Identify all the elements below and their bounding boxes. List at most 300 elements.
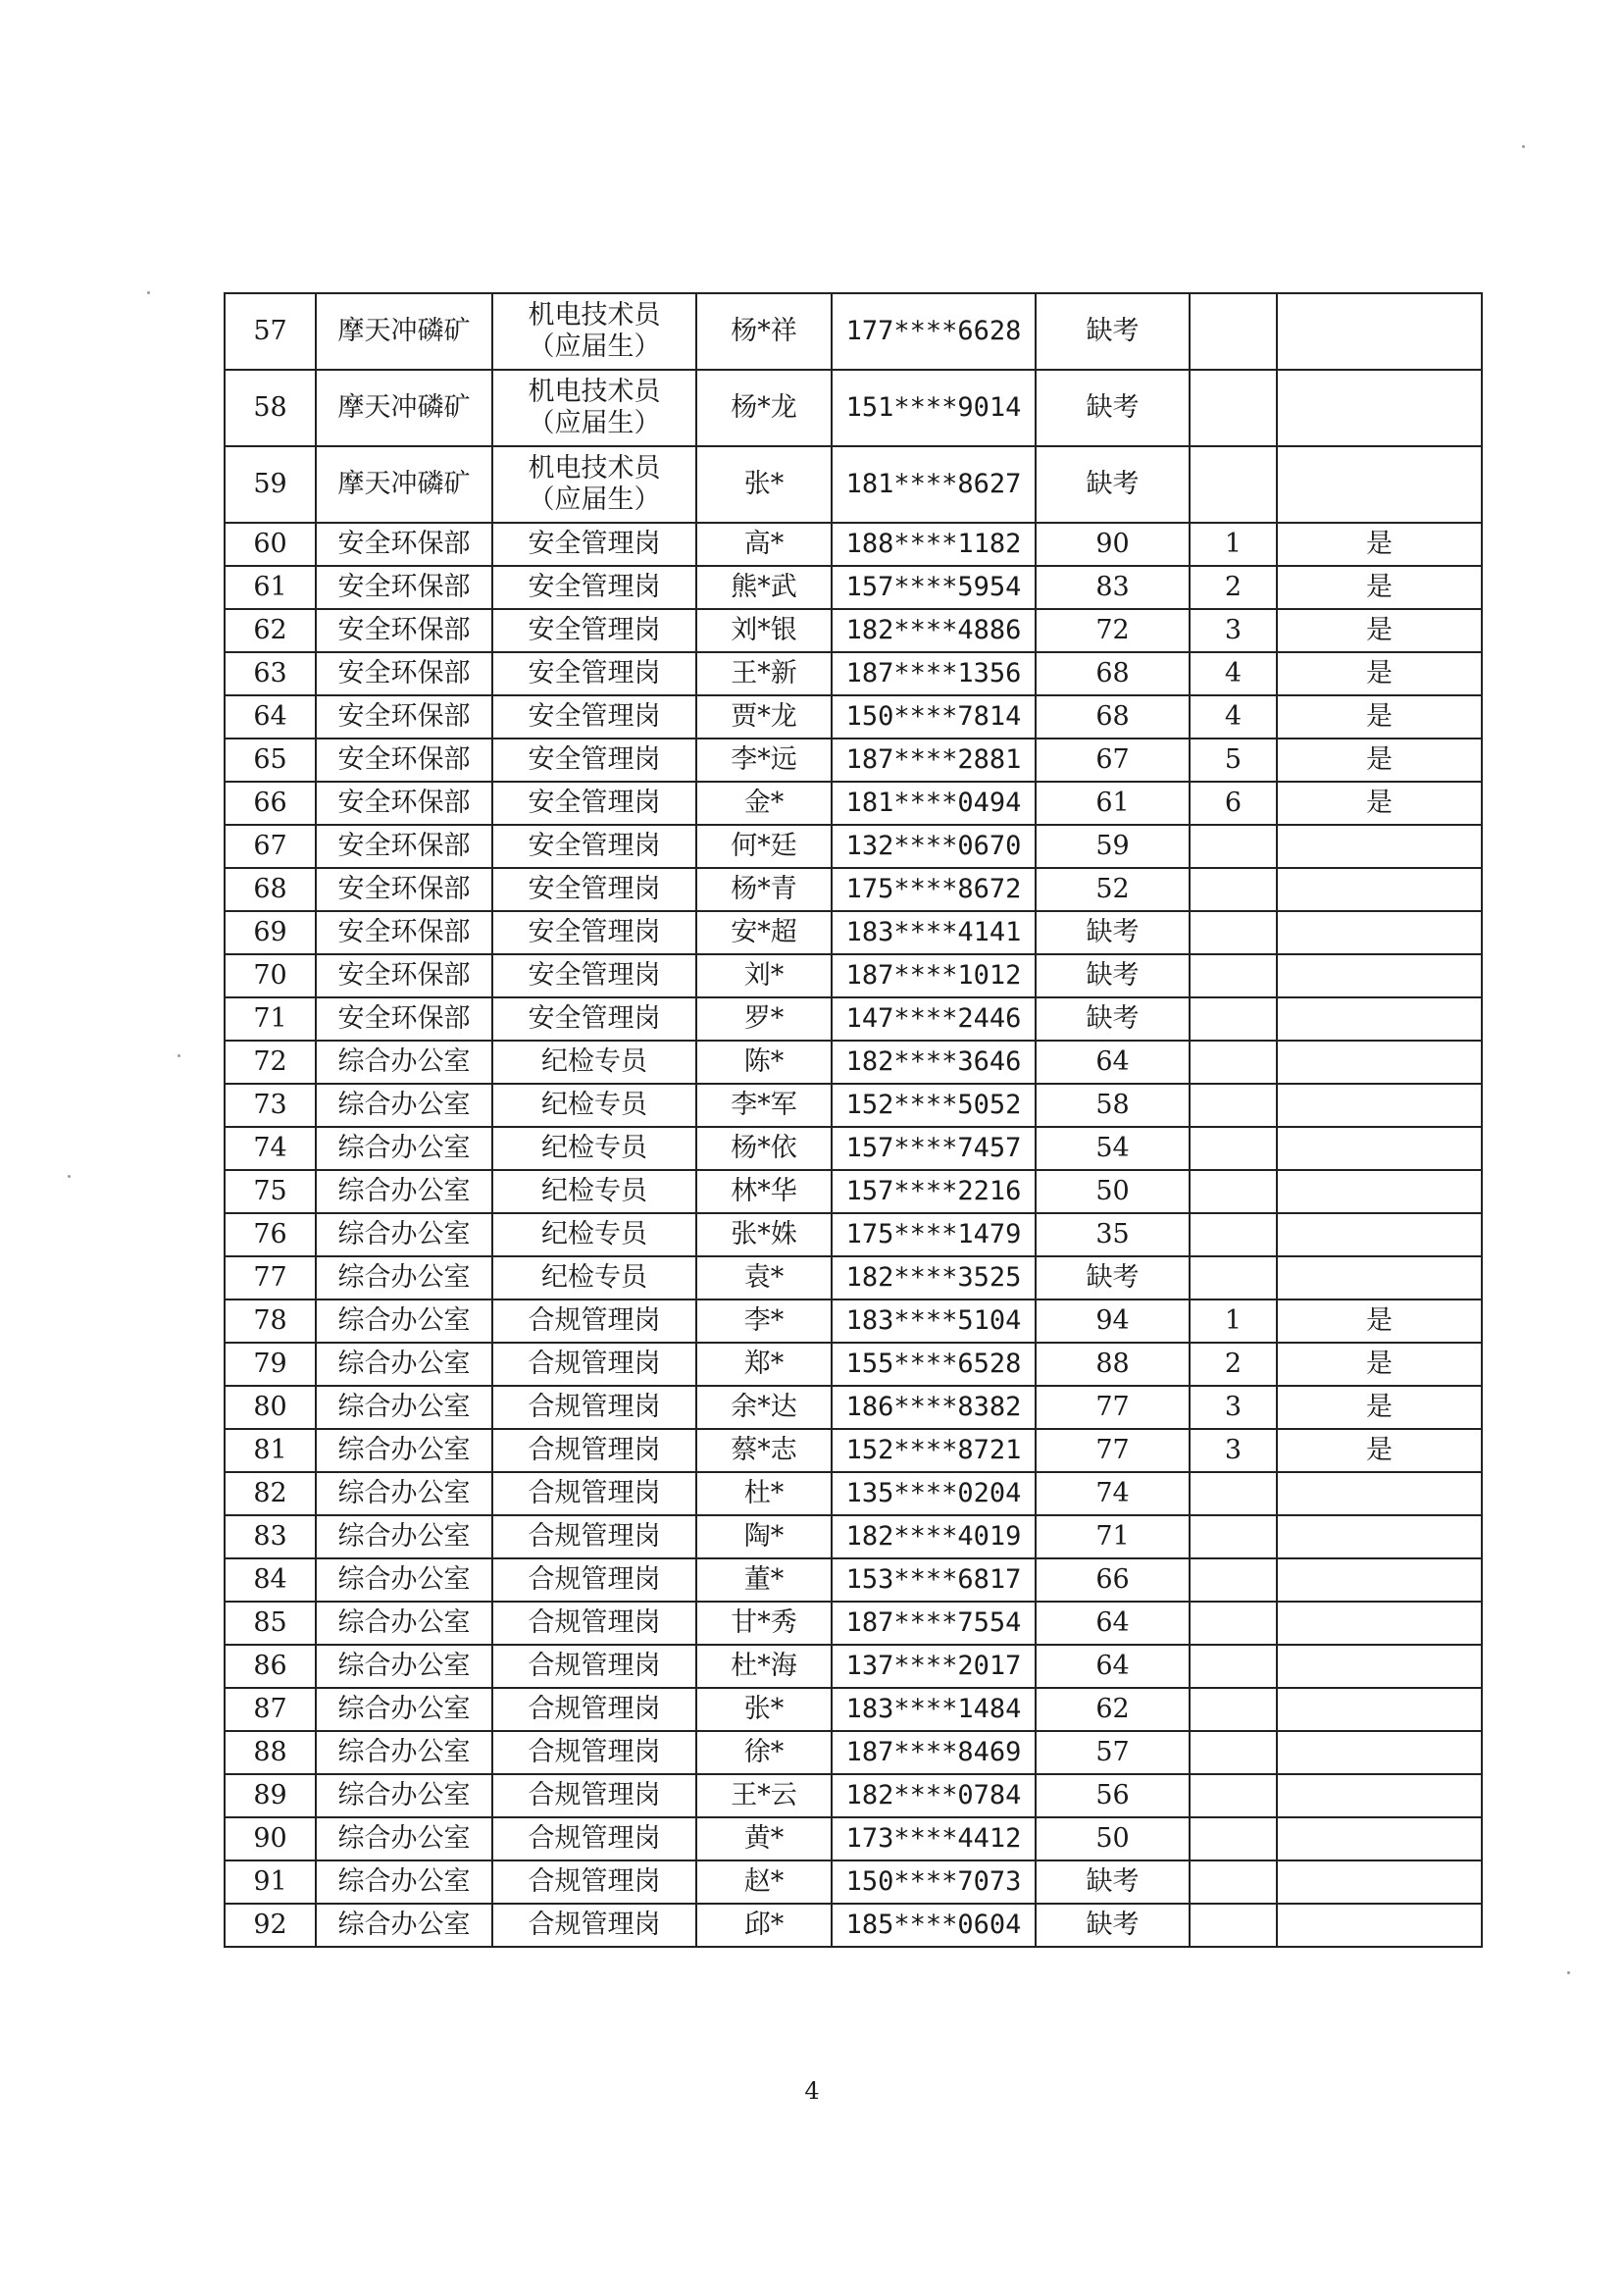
cell-position <box>492 868 696 911</box>
cell-phone: 186****8382 <box>832 1386 1036 1429</box>
cell-unit: 综合办公室 <box>316 1515 492 1558</box>
cell-unit: 综合办公室 <box>316 1688 492 1731</box>
cell-name: 杨*依 <box>696 1127 832 1170</box>
cell-rank <box>1190 868 1277 911</box>
cell-rank <box>1190 1645 1277 1688</box>
cell-phone: 157****5954 <box>832 566 1036 609</box>
table-row <box>225 1041 1482 1084</box>
cell-qualified <box>1277 1084 1482 1127</box>
cell-seq-no: 65 <box>225 739 316 782</box>
cell-score: 83 <box>1036 566 1190 609</box>
cell-phone: 175****8672 <box>832 868 1036 911</box>
cell-qualified <box>1277 446 1482 523</box>
table-row <box>225 652 1482 695</box>
table-row <box>225 1299 1482 1343</box>
cell-seq-no: 73 <box>225 1084 316 1127</box>
position-line: 合规管理岗 <box>528 1348 661 1379</box>
cell-unit: 综合办公室 <box>316 1645 492 1688</box>
cell-unit: 安全环保部 <box>316 825 492 868</box>
cell-qualified <box>1277 1817 1482 1860</box>
table-row <box>225 1429 1482 1472</box>
cell-position <box>492 1817 696 1860</box>
position-line: 合规管理岗 <box>528 1779 661 1810</box>
cell-position <box>492 1602 696 1645</box>
cell-phone: 175****1479 <box>832 1213 1036 1256</box>
table-row <box>225 1817 1482 1860</box>
cell-name: 张*姝 <box>696 1213 832 1256</box>
cell-name: 余*达 <box>696 1386 832 1429</box>
cell-qualified <box>1277 1904 1482 1947</box>
scan-speck <box>68 1175 71 1178</box>
cell-name: 邱* <box>696 1904 832 1947</box>
cell-qualified: 是 <box>1277 609 1482 652</box>
cell-seq-no: 85 <box>225 1602 316 1645</box>
cell-score: 64 <box>1036 1041 1190 1084</box>
position-line: 纪检专员 <box>541 1089 647 1120</box>
cell-seq-no: 64 <box>225 695 316 739</box>
cell-seq-no: 66 <box>225 782 316 825</box>
cell-unit: 综合办公室 <box>316 1084 492 1127</box>
cell-position <box>492 1386 696 1429</box>
table-row <box>225 609 1482 652</box>
position-line: 纪检专员 <box>541 1045 647 1077</box>
cell-seq-no: 88 <box>225 1731 316 1774</box>
cell-position <box>492 1645 696 1688</box>
cell-qualified: 是 <box>1277 523 1482 566</box>
position-line: 合规管理岗 <box>528 1563 661 1595</box>
cell-name: 何*廷 <box>696 825 832 868</box>
cell-seq-no: 59 <box>225 446 316 523</box>
position-line: （应届生） <box>528 484 661 515</box>
cell-position <box>492 911 696 954</box>
cell-score: 缺考 <box>1036 446 1190 523</box>
cell-qualified: 是 <box>1277 1429 1482 1472</box>
cell-qualified <box>1277 1774 1482 1817</box>
cell-name: 蔡*志 <box>696 1429 832 1472</box>
cell-position <box>492 652 696 695</box>
cell-rank <box>1190 1731 1277 1774</box>
cell-unit: 综合办公室 <box>316 1602 492 1645</box>
cell-qualified <box>1277 954 1482 997</box>
cell-qualified <box>1277 1041 1482 1084</box>
cell-name: 杨*祥 <box>696 293 832 370</box>
cell-score: 56 <box>1036 1774 1190 1817</box>
cell-rank <box>1190 1904 1277 1947</box>
cell-score: 59 <box>1036 825 1190 868</box>
cell-unit: 综合办公室 <box>316 1558 492 1602</box>
cell-seq-no: 62 <box>225 609 316 652</box>
cell-position <box>492 1170 696 1213</box>
cell-name: 郑* <box>696 1343 832 1386</box>
cell-rank <box>1190 911 1277 954</box>
cell-qualified <box>1277 1170 1482 1213</box>
cell-phone: 150****7814 <box>832 695 1036 739</box>
cell-seq-no: 84 <box>225 1558 316 1602</box>
table-row <box>225 1170 1482 1213</box>
cell-score: 57 <box>1036 1731 1190 1774</box>
cell-phone: 182****4019 <box>832 1515 1036 1558</box>
position-line: 安全管理岗 <box>528 787 661 818</box>
table-row <box>225 825 1482 868</box>
scan-speck <box>147 291 150 294</box>
cell-seq-no: 74 <box>225 1127 316 1170</box>
cell-name: 杜* <box>696 1472 832 1515</box>
cell-qualified <box>1277 1645 1482 1688</box>
cell-name: 杨*青 <box>696 868 832 911</box>
cell-name: 刘*银 <box>696 609 832 652</box>
position-line: 安全管理岗 <box>528 528 661 559</box>
cell-rank <box>1190 1084 1277 1127</box>
cell-unit: 安全环保部 <box>316 997 492 1041</box>
cell-position <box>492 695 696 739</box>
cell-position <box>492 446 696 523</box>
position-line: 纪检专员 <box>541 1218 647 1249</box>
cell-name: 赵* <box>696 1860 832 1904</box>
cell-rank: 4 <box>1190 695 1277 739</box>
cell-seq-no: 81 <box>225 1429 316 1472</box>
table-row <box>225 1774 1482 1817</box>
cell-position <box>492 1774 696 1817</box>
cell-position <box>492 293 696 370</box>
cell-unit: 安全环保部 <box>316 739 492 782</box>
cell-name: 徐* <box>696 1731 832 1774</box>
cell-rank <box>1190 997 1277 1041</box>
cell-position <box>492 1472 696 1515</box>
cell-score: 缺考 <box>1036 370 1190 446</box>
cell-qualified <box>1277 370 1482 446</box>
cell-phone: 187****1356 <box>832 652 1036 695</box>
cell-position <box>492 1860 696 1904</box>
position-line: 合规管理岗 <box>528 1606 661 1638</box>
table-row <box>225 1731 1482 1774</box>
scan-speck <box>1522 145 1525 148</box>
position-line: 合规管理岗 <box>528 1434 661 1465</box>
cell-rank <box>1190 370 1277 446</box>
cell-position <box>492 609 696 652</box>
cell-phone: 187****1012 <box>832 954 1036 997</box>
position-line: （应届生） <box>528 408 661 438</box>
cell-unit: 综合办公室 <box>316 1170 492 1213</box>
position-line: 安全管理岗 <box>528 614 661 645</box>
cell-phone: 135****0204 <box>832 1472 1036 1515</box>
cell-qualified: 是 <box>1277 652 1482 695</box>
position-line: 安全管理岗 <box>528 657 661 688</box>
cell-name: 张* <box>696 446 832 523</box>
cell-score: 缺考 <box>1036 1860 1190 1904</box>
cell-score: 67 <box>1036 739 1190 782</box>
cell-position <box>492 566 696 609</box>
cell-unit: 综合办公室 <box>316 1472 492 1515</box>
table-row <box>225 1688 1482 1731</box>
cell-name: 陶* <box>696 1515 832 1558</box>
cell-position <box>492 954 696 997</box>
position-line: 纪检专员 <box>541 1132 647 1163</box>
cell-phone: 188****1182 <box>832 523 1036 566</box>
table-row <box>225 370 1482 446</box>
table-row <box>225 997 1482 1041</box>
cell-position <box>492 1429 696 1472</box>
cell-position <box>492 1515 696 1558</box>
cell-name: 罗* <box>696 997 832 1041</box>
cell-phone: 182****4886 <box>832 609 1036 652</box>
cell-phone: 152****8721 <box>832 1429 1036 1472</box>
cell-qualified <box>1277 293 1482 370</box>
cell-score: 缺考 <box>1036 1904 1190 1947</box>
cell-phone: 177****6628 <box>832 293 1036 370</box>
cell-position <box>492 825 696 868</box>
cell-phone: 183****1484 <box>832 1688 1036 1731</box>
cell-qualified: 是 <box>1277 782 1482 825</box>
exam-results-body <box>225 293 1482 1947</box>
cell-name: 李*军 <box>696 1084 832 1127</box>
cell-qualified: 是 <box>1277 739 1482 782</box>
cell-score: 缺考 <box>1036 954 1190 997</box>
cell-name: 杨*龙 <box>696 370 832 446</box>
table-row <box>225 1860 1482 1904</box>
cell-rank <box>1190 1817 1277 1860</box>
cell-rank <box>1190 293 1277 370</box>
cell-score: 77 <box>1036 1386 1190 1429</box>
cell-rank: 2 <box>1190 566 1277 609</box>
cell-position <box>492 739 696 782</box>
cell-seq-no: 80 <box>225 1386 316 1429</box>
cell-unit: 综合办公室 <box>316 1731 492 1774</box>
table-row <box>225 523 1482 566</box>
cell-phone: 185****0604 <box>832 1904 1036 1947</box>
position-line: 合规管理岗 <box>528 1865 661 1897</box>
cell-rank <box>1190 1515 1277 1558</box>
cell-rank <box>1190 1170 1277 1213</box>
cell-score: 94 <box>1036 1299 1190 1343</box>
cell-unit: 综合办公室 <box>316 1299 492 1343</box>
position-line: 合规管理岗 <box>528 1520 661 1552</box>
cell-name: 张* <box>696 1688 832 1731</box>
cell-seq-no: 91 <box>225 1860 316 1904</box>
cell-name: 王*新 <box>696 652 832 695</box>
cell-position <box>492 1688 696 1731</box>
cell-unit: 安全环保部 <box>316 523 492 566</box>
cell-seq-no: 76 <box>225 1213 316 1256</box>
cell-position <box>492 1299 696 1343</box>
cell-rank: 2 <box>1190 1343 1277 1386</box>
table-row <box>225 1904 1482 1947</box>
cell-phone: 173****4412 <box>832 1817 1036 1860</box>
position-line: （应届生） <box>528 331 661 362</box>
cell-seq-no: 63 <box>225 652 316 695</box>
cell-position <box>492 1904 696 1947</box>
cell-score: 74 <box>1036 1472 1190 1515</box>
position-line: 安全管理岗 <box>528 830 661 861</box>
cell-phone: 150****7073 <box>832 1860 1036 1904</box>
cell-seq-no: 92 <box>225 1904 316 1947</box>
cell-score: 缺考 <box>1036 997 1190 1041</box>
cell-position <box>492 1256 696 1299</box>
cell-position <box>492 1213 696 1256</box>
table-row <box>225 739 1482 782</box>
cell-score: 35 <box>1036 1213 1190 1256</box>
cell-rank <box>1190 1558 1277 1602</box>
table-row <box>225 954 1482 997</box>
cell-position <box>492 523 696 566</box>
table-row <box>225 293 1482 370</box>
cell-name: 安*超 <box>696 911 832 954</box>
cell-seq-no: 70 <box>225 954 316 997</box>
cell-name: 陈* <box>696 1041 832 1084</box>
cell-phone: 157****7457 <box>832 1127 1036 1170</box>
position-line: 合规管理岗 <box>528 1693 661 1724</box>
cell-score: 68 <box>1036 695 1190 739</box>
cell-rank: 3 <box>1190 1429 1277 1472</box>
position-line: 安全管理岗 <box>528 916 661 947</box>
cell-unit: 综合办公室 <box>316 1817 492 1860</box>
position-line: 合规管理岗 <box>528 1391 661 1422</box>
cell-rank <box>1190 954 1277 997</box>
cell-rank: 3 <box>1190 1386 1277 1429</box>
cell-unit: 综合办公室 <box>316 1774 492 1817</box>
cell-name: 高* <box>696 523 832 566</box>
cell-name: 李*远 <box>696 739 832 782</box>
cell-rank: 4 <box>1190 652 1277 695</box>
cell-name: 董* <box>696 1558 832 1602</box>
cell-unit: 综合办公室 <box>316 1343 492 1386</box>
cell-score: 68 <box>1036 652 1190 695</box>
table-row <box>225 1558 1482 1602</box>
page-number: 4 <box>804 2077 820 2105</box>
cell-qualified <box>1277 1688 1482 1731</box>
cell-score: 61 <box>1036 782 1190 825</box>
position-line: 安全管理岗 <box>528 743 661 775</box>
cell-qualified: 是 <box>1277 1343 1482 1386</box>
cell-name: 黄* <box>696 1817 832 1860</box>
cell-seq-no: 61 <box>225 566 316 609</box>
table-row <box>225 782 1482 825</box>
cell-score: 64 <box>1036 1645 1190 1688</box>
cell-name: 袁* <box>696 1256 832 1299</box>
position-line: 合规管理岗 <box>528 1477 661 1508</box>
cell-phone: 181****8627 <box>832 446 1036 523</box>
cell-position <box>492 1084 696 1127</box>
table-row <box>225 1645 1482 1688</box>
cell-phone: 181****0494 <box>832 782 1036 825</box>
position-line: 合规管理岗 <box>528 1909 661 1940</box>
cell-position <box>492 1343 696 1386</box>
cell-seq-no: 67 <box>225 825 316 868</box>
cell-phone: 132****0670 <box>832 825 1036 868</box>
cell-unit: 综合办公室 <box>316 1429 492 1472</box>
cell-unit: 安全环保部 <box>316 868 492 911</box>
cell-unit: 安全环保部 <box>316 954 492 997</box>
cell-score: 62 <box>1036 1688 1190 1731</box>
table-row <box>225 695 1482 739</box>
cell-rank: 6 <box>1190 782 1277 825</box>
cell-seq-no: 82 <box>225 1472 316 1515</box>
cell-qualified <box>1277 1472 1482 1515</box>
cell-qualified <box>1277 825 1482 868</box>
cell-unit: 安全环保部 <box>316 782 492 825</box>
cell-rank: 1 <box>1190 523 1277 566</box>
scan-speck <box>178 1054 180 1057</box>
cell-unit: 综合办公室 <box>316 1860 492 1904</box>
cell-rank <box>1190 1213 1277 1256</box>
cell-score: 88 <box>1036 1343 1190 1386</box>
cell-rank <box>1190 1860 1277 1904</box>
table-row <box>225 1084 1482 1127</box>
cell-rank: 3 <box>1190 609 1277 652</box>
cell-seq-no: 89 <box>225 1774 316 1817</box>
cell-position <box>492 1127 696 1170</box>
cell-score: 缺考 <box>1036 911 1190 954</box>
table-row <box>225 1127 1482 1170</box>
table-row <box>225 1472 1482 1515</box>
scan-speck <box>1567 1971 1570 1974</box>
cell-phone: 183****5104 <box>832 1299 1036 1343</box>
cell-qualified: 是 <box>1277 1386 1482 1429</box>
cell-rank <box>1190 1256 1277 1299</box>
cell-seq-no: 57 <box>225 293 316 370</box>
cell-unit: 综合办公室 <box>316 1256 492 1299</box>
cell-seq-no: 68 <box>225 868 316 911</box>
cell-position <box>492 370 696 446</box>
cell-phone: 187****7554 <box>832 1602 1036 1645</box>
cell-rank <box>1190 1041 1277 1084</box>
cell-seq-no: 78 <box>225 1299 316 1343</box>
cell-score: 58 <box>1036 1084 1190 1127</box>
table-row <box>225 911 1482 954</box>
table-row <box>225 566 1482 609</box>
cell-unit: 安全环保部 <box>316 609 492 652</box>
cell-score: 54 <box>1036 1127 1190 1170</box>
cell-phone: 157****2216 <box>832 1170 1036 1213</box>
table-row <box>225 1213 1482 1256</box>
cell-qualified <box>1277 1602 1482 1645</box>
position-line: 安全管理岗 <box>528 873 661 904</box>
exam-results-table <box>224 292 1483 1948</box>
position-line: 合规管理岗 <box>528 1304 661 1336</box>
cell-unit: 摩天冲磷矿 <box>316 446 492 523</box>
cell-score: 50 <box>1036 1817 1190 1860</box>
position-line: 合规管理岗 <box>528 1736 661 1767</box>
cell-phone: 182****3646 <box>832 1041 1036 1084</box>
table-row <box>225 1256 1482 1299</box>
table-row <box>225 1602 1482 1645</box>
cell-name: 王*云 <box>696 1774 832 1817</box>
cell-qualified <box>1277 1256 1482 1299</box>
cell-qualified <box>1277 868 1482 911</box>
cell-qualified <box>1277 1558 1482 1602</box>
cell-name: 李* <box>696 1299 832 1343</box>
cell-score: 72 <box>1036 609 1190 652</box>
table-row <box>225 1386 1482 1429</box>
cell-qualified <box>1277 1860 1482 1904</box>
cell-phone: 182****3525 <box>832 1256 1036 1299</box>
cell-position <box>492 1041 696 1084</box>
cell-position <box>492 1558 696 1602</box>
position-line: 安全管理岗 <box>528 1002 661 1034</box>
cell-score: 90 <box>1036 523 1190 566</box>
position-line: 安全管理岗 <box>528 959 661 991</box>
cell-qualified: 是 <box>1277 1299 1482 1343</box>
cell-seq-no: 71 <box>225 997 316 1041</box>
cell-seq-no: 90 <box>225 1817 316 1860</box>
cell-seq-no: 83 <box>225 1515 316 1558</box>
cell-unit: 综合办公室 <box>316 1213 492 1256</box>
cell-unit: 综合办公室 <box>316 1127 492 1170</box>
cell-seq-no: 77 <box>225 1256 316 1299</box>
cell-unit: 摩天冲磷矿 <box>316 293 492 370</box>
cell-score: 71 <box>1036 1515 1190 1558</box>
cell-position <box>492 997 696 1041</box>
cell-rank <box>1190 1688 1277 1731</box>
